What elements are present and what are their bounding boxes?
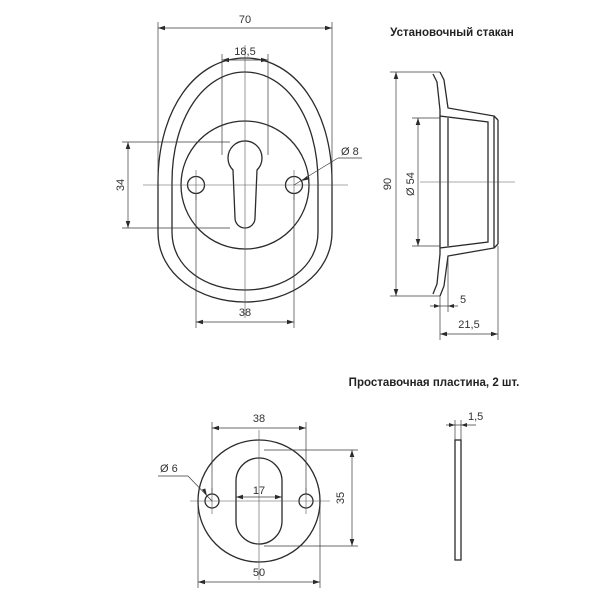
sleeve-front-view	[115, 14, 362, 328]
dim-sleeve-inner-diameter: Ø 54	[405, 172, 417, 196]
dim-sleeve-bottom: 38	[238, 307, 252, 319]
dim-sleeve-side-height: 90	[382, 177, 394, 191]
dim-flange-thickness: 5	[460, 294, 467, 306]
dim-plate-height: 35	[335, 491, 347, 505]
sleeve-side-inner	[433, 74, 488, 294]
dim-sleeve-width: 70	[238, 14, 252, 26]
sleeve-title: Установочный стакан	[390, 27, 514, 39]
dim-screw-hole-8: Ø 8	[341, 146, 359, 158]
sleeve-side-view	[382, 27, 515, 340]
dim-sleeve-depth: 21,5	[458, 319, 480, 331]
dim-plate-top: 38	[252, 413, 266, 425]
plate-side-view	[446, 411, 483, 560]
dim-plate-hole-6: Ø 6	[160, 463, 178, 475]
plate-front-view	[158, 413, 358, 588]
dim-sleeve-height: 34	[115, 178, 127, 192]
plate-title: Проставочная пластина, 2 шт.	[348, 377, 520, 389]
plate-side-profile	[455, 440, 461, 560]
dim-plate-diameter: 50	[252, 567, 266, 579]
dim-plate-slot: 17	[252, 485, 266, 497]
dim-plate-thickness: 1,5	[468, 411, 484, 423]
dim-hole-spacing: 18,5	[234, 46, 256, 58]
